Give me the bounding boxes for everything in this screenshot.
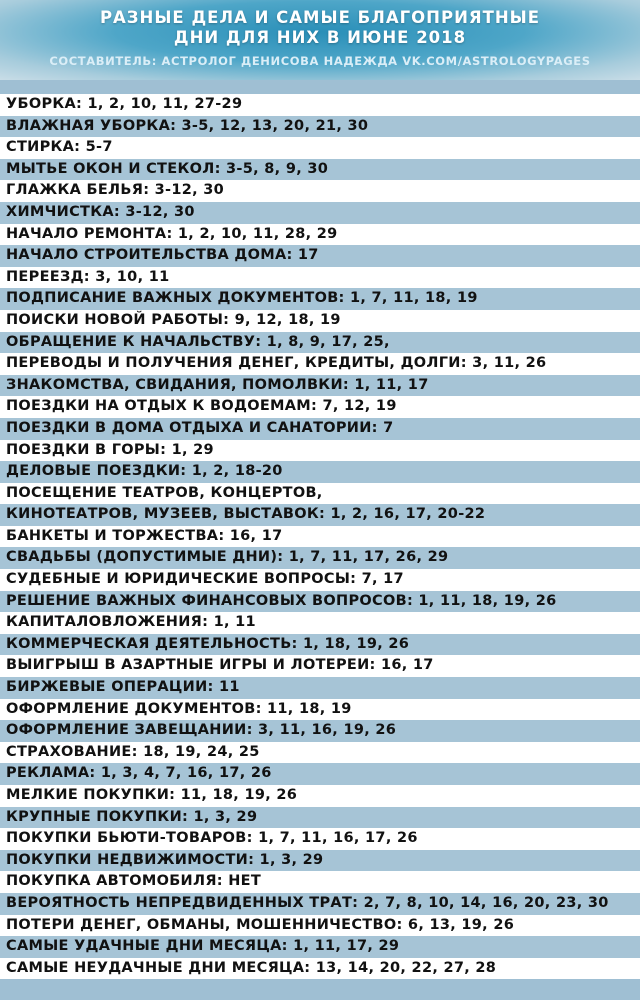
list-item: ПОЕЗДКИ НА ОТДЫХ К ВОДОЕМАМ: 7, 12, 19 (0, 396, 640, 418)
list-item: ОФОРМЛЕНИЕ ДОКУМЕНТОВ: 11, 18, 19 (0, 699, 640, 721)
list-item: СТРАХОВАНИЕ: 18, 19, 24, 25 (0, 742, 640, 764)
list-item: ПОДПИСАНИЕ ВАЖНЫХ ДОКУМЕНТОВ: 1, 7, 11, 18, 19 (0, 288, 640, 310)
list-item: ОБРАЩЕНИЕ К НАЧАЛЬСТВУ: 1, 8, 9, 17, 25, (0, 332, 640, 354)
list-item: САМЫЕ УДАЧНЫЕ ДНИ МЕСЯЦА: 1, 11, 17, 29 (0, 936, 640, 958)
list-item: СУДЕБНЫЕ И ЮРИДИЧЕСКИЕ ВОПРОСЫ: 7, 17 (0, 569, 640, 591)
list-item: ГЛАЖКА БЕЛЬЯ: 3-12, 30 (0, 180, 640, 202)
list-item: ДЕЛОВЫЕ ПОЕЗДКИ: 1, 2, 18-20 (0, 461, 640, 483)
list-item: РЕШЕНИЕ ВАЖНЫХ ФИНАНСОВЫХ ВОПРОСОВ: 1, 11, 18, 19, 26 (0, 591, 640, 613)
list-item: МЫТЬЕ ОКОН И СТЕКОЛ: 3-5, 8, 9, 30 (0, 159, 640, 181)
list-item: СВАДЬБЫ (ДОПУСТИМЫЕ ДНИ): 1, 7, 11, 17, 26, 29 (0, 547, 640, 569)
list-item: КИНОТЕАТРОВ, МУЗЕЕВ, ВЫСТАВОК: 1, 2, 16, 17, 20-22 (0, 504, 640, 526)
list-item: ПОЕЗДКИ В ДОМА ОТДЫХА И САНАТОРИИ: 7 (0, 418, 640, 440)
list-item: ПОКУПКИ НЕДВИЖИМОСТИ: 1, 3, 29 (0, 850, 640, 872)
list-item: ОФОРМЛЕНИЕ ЗАВЕЩАНИИ: 3, 11, 16, 19, 26 (0, 720, 640, 742)
list-item: БИРЖЕВЫЕ ОПЕРАЦИИ: 11 (0, 677, 640, 699)
list-item: СТИРКА: 5-7 (0, 137, 640, 159)
list-item: НАЧАЛО РЕМОНТА: 1, 2, 10, 11, 28, 29 (0, 224, 640, 246)
list-item: ПОКУПКА АВТОМОБИЛЯ: НЕТ (0, 871, 640, 893)
list-item: ЗНАКОМСТВА, СВИДАНИЯ, ПОМОЛВКИ: 1, 11, 17 (0, 375, 640, 397)
list-item: ВЕРОЯТНОСТЬ НЕПРЕДВИДЕННЫХ ТРАТ: 2, 7, 8, 10, 14, 16, 20, 23, 30 (0, 893, 640, 915)
list-item: УБОРКА: 1, 2, 10, 11, 27-29 (0, 94, 640, 116)
list-item: ВЛАЖНАЯ УБОРКА: 3-5, 12, 13, 20, 21, 30 (0, 116, 640, 138)
header-banner (0, 0, 640, 80)
author-credit: СОСТАВИТЕЛЬ: АСТРОЛОГ ДЕНИСОВА НАДЕЖДА VK.COM/ASTROLOGYPAGES (49, 54, 591, 68)
list-item: ПОКУПКИ БЬЮТИ-ТОВАРОВ: 1, 7, 11, 16, 17, 26 (0, 828, 640, 850)
list-item: ПОСЕЩЕНИЕ ТЕАТРОВ, КОНЦЕРТОВ, (0, 483, 640, 505)
list-item: МЕЛКИЕ ПОКУПКИ: 11, 18, 19, 26 (0, 785, 640, 807)
list-item: ПЕРЕВОДЫ И ПОЛУЧЕНИЯ ДЕНЕГ, КРЕДИТЫ, ДОЛГИ: 3, 11, 26 (0, 353, 640, 375)
list-item: КРУПНЫЕ ПОКУПКИ: 1, 3, 29 (0, 807, 640, 829)
list-item: РЕКЛАМА: 1, 3, 4, 7, 16, 17, 26 (0, 763, 640, 785)
page-title-line-1: РАЗНЫЕ ДЕЛА И САМЫЕ БЛАГОПРИЯТНЫЕ (99, 8, 541, 27)
list-item: ВЫИГРЫШ В АЗАРТНЫЕ ИГРЫ И ЛОТЕРЕИ: 16, 17 (0, 655, 640, 677)
list-item: НАЧАЛО СТРОИТЕЛЬСТВА ДОМА: 17 (0, 245, 640, 267)
list-item: ПЕРЕЕЗД: 3, 10, 11 (0, 267, 640, 289)
list-item: ПОИСКИ НОВОЙ РАБОТЫ: 9, 12, 18, 19 (0, 310, 640, 332)
list-item: БАНКЕТЫ И ТОРЖЕСТВА: 16, 17 (0, 526, 640, 548)
list-item: КОММЕРЧЕСКАЯ ДЕЯТЕЛЬНОСТЬ: 1, 18, 19, 26 (0, 634, 640, 656)
list-item: ХИМЧИСТКА: 3-12, 30 (0, 202, 640, 224)
list-item: КАПИТАЛОВЛОЖЕНИЯ: 1, 11 (0, 612, 640, 634)
list-item: САМЫЕ НЕУДАЧНЫЕ ДНИ МЕСЯЦА: 13, 14, 20, 22, 27, 28 (0, 958, 640, 980)
list-item: ПОЕЗДКИ В ГОРЫ: 1, 29 (0, 440, 640, 462)
page-title-line-2: ДНИ ДЛЯ НИХ В ИЮНЕ 2018 (173, 28, 467, 47)
list-item: ПОТЕРИ ДЕНЕГ, ОБМАНЫ, МОШЕННИЧЕСТВО: 6, 13, 19, 26 (0, 915, 640, 937)
activity-list (0, 94, 640, 979)
